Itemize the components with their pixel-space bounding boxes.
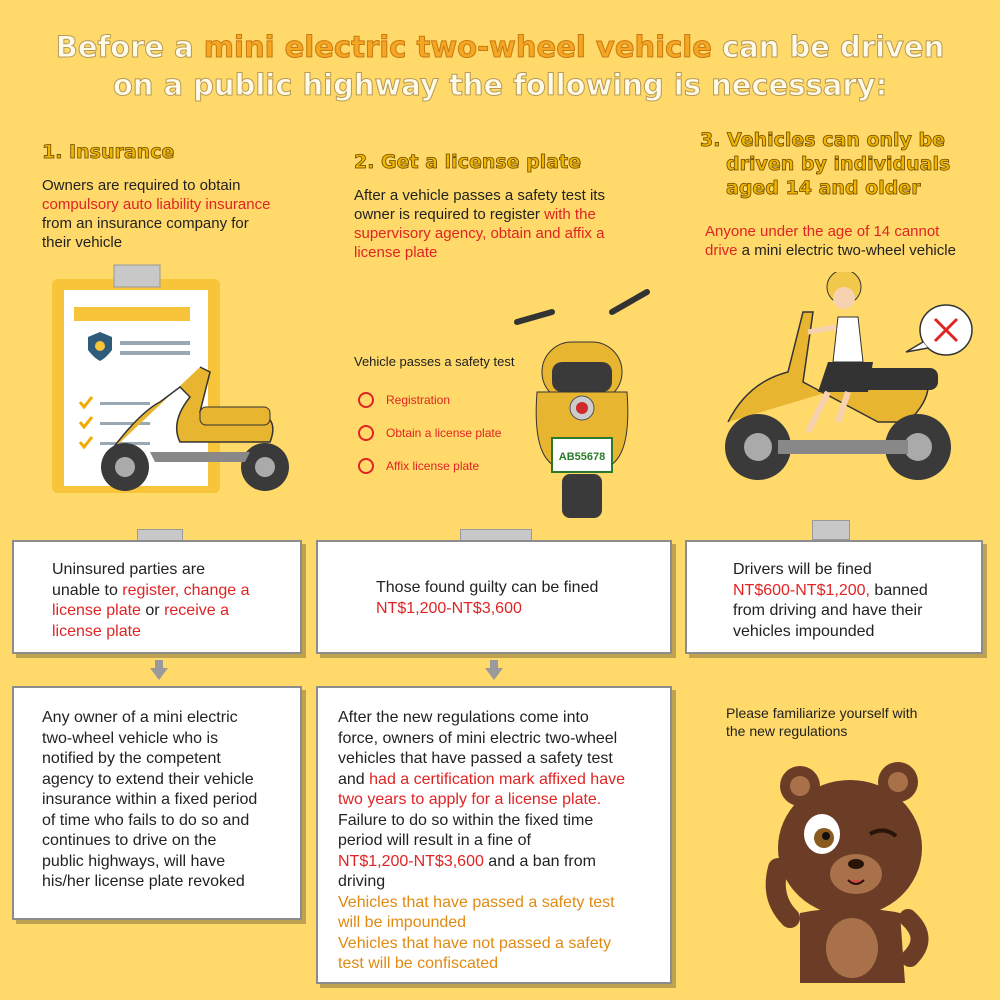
familiarize-note: Please familiarize yourself with the new regulations <box>726 705 918 739</box>
step-item: Registration <box>358 383 501 416</box>
check-circle-icon <box>358 458 374 474</box>
step-item: Affix license plate <box>358 449 501 482</box>
step-item: Obtain a license plate <box>358 416 501 449</box>
steps-list <box>358 383 501 482</box>
check-circle-icon <box>358 392 374 408</box>
insurance-penalty-box: Uninsured parties are unable to register, change a license plate or receive a license plate <box>12 540 302 654</box>
heading-age-limit: 3. Vehicles can only be driven by individuals aged 14 and older <box>700 129 951 199</box>
scooter-rear-illustration <box>512 282 652 522</box>
arrow-down-icon <box>485 668 503 680</box>
license-plate-intro: After a vehicle passes a safety test its owner is required to register with the supervisory agency, obtain and affix a license plate <box>354 187 605 261</box>
license-plate-fine-box: Those found guilty can be fined NT$1,200-NT$3,600 <box>316 540 672 654</box>
title-highlight: mini electric two-wheel vehicle <box>203 30 712 64</box>
insurance-revoke-box: Any owner of a mini electric two-wheel vehicle who is notified by the competent agency to extend their vehicle insurance within a fixed period of time who fails to do so and continues to drive on the public highways, will have his/her license plate revoked <box>12 686 302 920</box>
bear-mascot-illustration <box>760 748 940 993</box>
steps-title: Vehicle passes a safety test <box>354 354 515 369</box>
heading-insurance: 1. Insurance <box>42 141 175 163</box>
insurance-intro: Owners are required to obtain compulsory auto liability insurance from an insurance company for their vehicle <box>42 177 271 251</box>
check-circle-icon <box>358 425 374 441</box>
heading-license-plate: 2. Get a license plate <box>354 151 582 173</box>
clip-decoration <box>812 520 850 540</box>
age-limit-fine-box: Drivers will be fined NT$600-NT$1,200, banned from driving and have their vehicles impounded <box>685 540 983 654</box>
arrow-down-icon <box>155 660 163 668</box>
arrow-down-icon <box>490 660 498 668</box>
page-title: Before a mini electric two-wheel vehicle can be driven on a public highway the following is necessary: <box>55 30 945 102</box>
license-plate-number: AB55678 <box>558 451 606 463</box>
arrow-down-icon <box>150 668 168 680</box>
new-regulations-box: After the new regulations come into force, owners of mini electric two-wheel vehicles that have passed a safety test and had a certification mark affixed have two years to apply for a license plate. Failure to do so within the fixed time period will result in a fine of NT$1,200-NT$3,600 and a ban from driving Vehicles that have passed a safety test will be impounded Vehicles that have not passed a safety test will be confiscated <box>316 686 672 984</box>
age-limit-intro: Anyone under the age of 14 cannot drive a mini electric two-wheel vehicle <box>705 223 956 259</box>
clipboard-scooter-illustration <box>50 262 310 498</box>
girl-scooter-illustration <box>708 272 998 482</box>
